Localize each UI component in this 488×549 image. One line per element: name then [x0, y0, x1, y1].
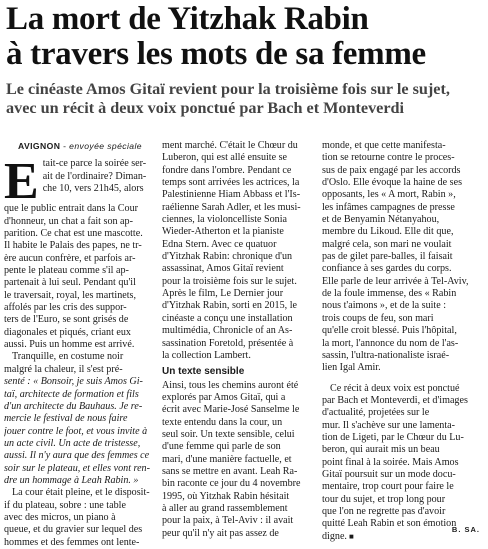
text-line: un acte civil. Un acte de tristesse, — [4, 437, 141, 449]
text-line: che 10, vers 21h45, alors — [42, 183, 144, 195]
text-line: confiance à ses gardes du corps. — [322, 263, 452, 275]
text-line: parition. Ce chat est une mascotte. — [4, 228, 143, 240]
text-line: fondre dans l'ombre. Pendant ce — [162, 164, 292, 176]
text-line: malgré la chaleur, il s'est pré- — [4, 363, 123, 375]
text-line: tion se retourne contre le proces- — [322, 152, 455, 164]
text-line: la collection Lambert. — [162, 349, 251, 361]
text-line: d'honneur, un chat a fait son ap- — [4, 215, 133, 227]
dateline-separator: - — [60, 141, 70, 151]
column-1-text — [4, 203, 156, 549]
text-line: d'Yitzhak Rabin: chronique d'un — [162, 251, 293, 263]
text-line: texte entendu dans la cour, un — [162, 416, 283, 428]
headline-line-2: à travers les mots de sa femme — [6, 36, 426, 72]
text-line: nous t'aimons », et de la suite : — [322, 300, 447, 312]
text-line: opposants, les « A mort, Rabin », — [322, 189, 456, 201]
text-line: Il habite le Palais des papes, ne tr- — [4, 240, 142, 252]
text-line: diagonales et piqués, criant eux — [4, 326, 131, 338]
text-line: tait-ce parce la soirée ser- — [42, 158, 147, 170]
end-mark: ■ — [346, 531, 354, 541]
text-line: senté : « Bonsoir, je suis Amos Gi- — [4, 376, 143, 388]
text-line: sassin, l'ultra-nationaliste israé- — [322, 349, 450, 361]
dropcap: E — [4, 153, 39, 211]
text-line: d'une femme qui parle de son — [162, 441, 281, 453]
text-line: peur qu'il n'y ait pas assez de — [162, 527, 279, 539]
text-line: Tranquille, en costume noir — [12, 351, 124, 363]
text-line: La cour était pleine, et le disposit- — [12, 487, 150, 499]
text-line: if du plateau, sobre : une table — [4, 499, 126, 511]
text-line: pour la paix, à Tel-Aviv : il avait — [162, 515, 294, 527]
dateline-status: envoyée spéciale — [69, 141, 142, 151]
text-line: Ce récit à deux voix est ponctué — [330, 382, 460, 394]
column-1 — [4, 140, 156, 549]
author-credit: B. SA. — [451, 525, 480, 534]
text-line: Gitaï poursuit sur un mode docu- — [322, 468, 456, 480]
text-line: mercie le festival de nous faire — [4, 413, 128, 425]
text-line: d'Yitzhak Rabin, sorti en 2015, le — [162, 300, 297, 312]
text-line: 1995, où Yitzhak Rabin hésitait — [162, 490, 290, 502]
deck-line-1: Le cinéaste Amos Gitaï revient pour la troisième fois sur le sujet, — [6, 80, 450, 98]
text-line: ait de l'ordinaire? Diman- — [42, 170, 147, 182]
dateline-place: AVIGNON — [18, 141, 61, 151]
text-line: temps sont arrivées les actrices, la — [162, 177, 300, 189]
text-line: pente le plateau comme s'il ap- — [4, 265, 129, 277]
text-line: par Bach et Monteverdi, et d'images — [322, 394, 468, 406]
text-line: tour du sujet, et trop long pour — [322, 493, 446, 505]
column-3-text-a — [322, 140, 480, 375]
text-line: aussi. Puis un homme est arrivé. — [4, 339, 135, 351]
text-line: écrit avec Marie-José Sanselme le — [162, 404, 300, 416]
text-line: beron, qui aurait mis un beau — [322, 444, 440, 456]
text-line: seul soir. Un texte sensible, celui — [162, 428, 295, 440]
column-2-text-b — [162, 380, 314, 540]
text-line: pas de gilet pare-balles, il faisait — [322, 251, 453, 263]
text-line: dre un hommage à Leah Rabin. » — [4, 474, 139, 486]
text-line: ters de l'Euro, se sont grisés de — [4, 314, 129, 326]
text-line: monde, et que cette manifesta- — [322, 140, 446, 151]
text-line: tion de Ligeti, par le Chœur du Lu- — [322, 431, 464, 443]
text-line: multimédia, Chronicle of an As- — [162, 325, 293, 337]
text-line: partenait à lui seul. Pendant qu'il — [4, 277, 136, 289]
text-line: Elle parle de leur arrivée à Tel-Aviv, — [322, 275, 469, 287]
deck — [6, 80, 482, 118]
text-line: sus de paix engagé par les accords — [322, 164, 461, 176]
text-line: mur. Il s'achève sur une lamenta- — [322, 419, 455, 431]
text-line: la mort, l'annonce du nom de l'as- — [322, 337, 459, 349]
text-line: Luberon, qui est allé ensuite se — [162, 152, 288, 164]
text-line: affolés par les cris des suppor- — [4, 302, 127, 314]
text-line: Ainsi, tous les chemins auront été — [162, 379, 299, 391]
text-line: Après le film, Le Dernier jour — [162, 288, 284, 300]
text-line: d'Oslo. Elle évoque la haine de ses — [322, 177, 463, 189]
text-line: les infâmes campagnes de presse — [322, 201, 455, 213]
text-line: Edna Stern. Avec ce quatuor — [162, 238, 277, 250]
headline — [6, 2, 482, 72]
column-3 — [322, 140, 480, 543]
deck-line-2: avec un récit à deux voix ponctué par Bach et Monteverdi — [6, 99, 405, 117]
text-line: Palestinienne Hiam Abbass et l'Is- — [162, 189, 301, 201]
text-line: ère aucun confrère, et parfois ar- — [4, 252, 136, 264]
text-line: que l'on ne regrette pas d'avoir — [322, 505, 446, 517]
text-line: ment marché. C'était le Chœur du — [162, 140, 298, 151]
subhead: Un texte sensible — [162, 366, 245, 378]
text-line: aussi. Il n'y aura que des femmes ce — [4, 450, 150, 462]
text-line: quitté Leah Rabin et son émotion — [322, 518, 457, 530]
text-line: bin raconte ce jour du 4 novembre — [162, 478, 301, 490]
text-line: malgré cela, son mari ne voulait — [322, 238, 452, 250]
text-line: digne. ■ — [322, 530, 354, 542]
text-line: raélienne Sarah Adler, et les musi- — [162, 201, 301, 213]
text-line: taï, architecte de formation et fils — [4, 388, 139, 400]
text-line: assassinat, Amos Gitaï revient — [162, 263, 284, 275]
text-line: d'actualité, projetées sur le — [322, 407, 430, 419]
text-line: sans se mettre en avant. Leah Ra- — [162, 465, 298, 477]
text-line: mentaire, trop court pour faire le — [322, 481, 454, 493]
text-line: d'un architecte du Bauhaus. Je re- — [4, 400, 143, 412]
text-line: de la foule immense, des « Rabin — [322, 288, 457, 300]
text-line: le traversait, royal, les martinets, — [4, 289, 137, 301]
text-line: Wieder-Atherton et la pianiste — [162, 226, 284, 238]
text-line: queue, et du gravier sur lequel des — [4, 524, 143, 536]
text-line: membre du Likoud. Elle dit que, — [322, 226, 454, 238]
text-line: qu'elle croit blessé. Puis l'hôpital, — [322, 325, 457, 337]
text-line: hommes et des femmes ont lente- — [4, 536, 140, 548]
text-line: pour la troisième fois sur le sujet. — [162, 275, 297, 287]
text-line: jouer contre le foot, et vous invite à — [4, 425, 148, 437]
text-line: ciennes, la violoncelliste Sonia — [162, 214, 288, 226]
headline-line-1: La mort de Yitzhak Rabin — [6, 1, 369, 37]
text-line: et de Benyamin Nétanyahou, — [322, 214, 440, 226]
text-line: avec des micros, un piano à — [4, 511, 116, 523]
dateline — [4, 140, 156, 152]
text-line: trois coups de feu, son mari — [322, 312, 434, 324]
text-line: soir sur le plateau, et elles vont ren- — [4, 462, 150, 474]
column-2-text-a — [162, 140, 314, 362]
column-3-text-b — [322, 383, 480, 543]
text-line: mari, d'une manière factuelle, et — [162, 453, 292, 465]
text-line: cinéaste a conçu une installation — [162, 312, 293, 324]
column-2 — [162, 140, 314, 540]
article-body — [4, 140, 482, 548]
text-line: explorés par Amos Gitaï, qui a — [162, 391, 286, 403]
text-line: que le public entrait dans la Cour — [4, 203, 138, 215]
text-line: sassination Foretold, présentée à — [162, 337, 294, 349]
text-line: à aller au grand rassemblement — [162, 502, 288, 514]
text-line: point final à la soirée. Mais Amos — [322, 456, 459, 468]
text-line: lien Igal Amir. — [322, 362, 381, 374]
